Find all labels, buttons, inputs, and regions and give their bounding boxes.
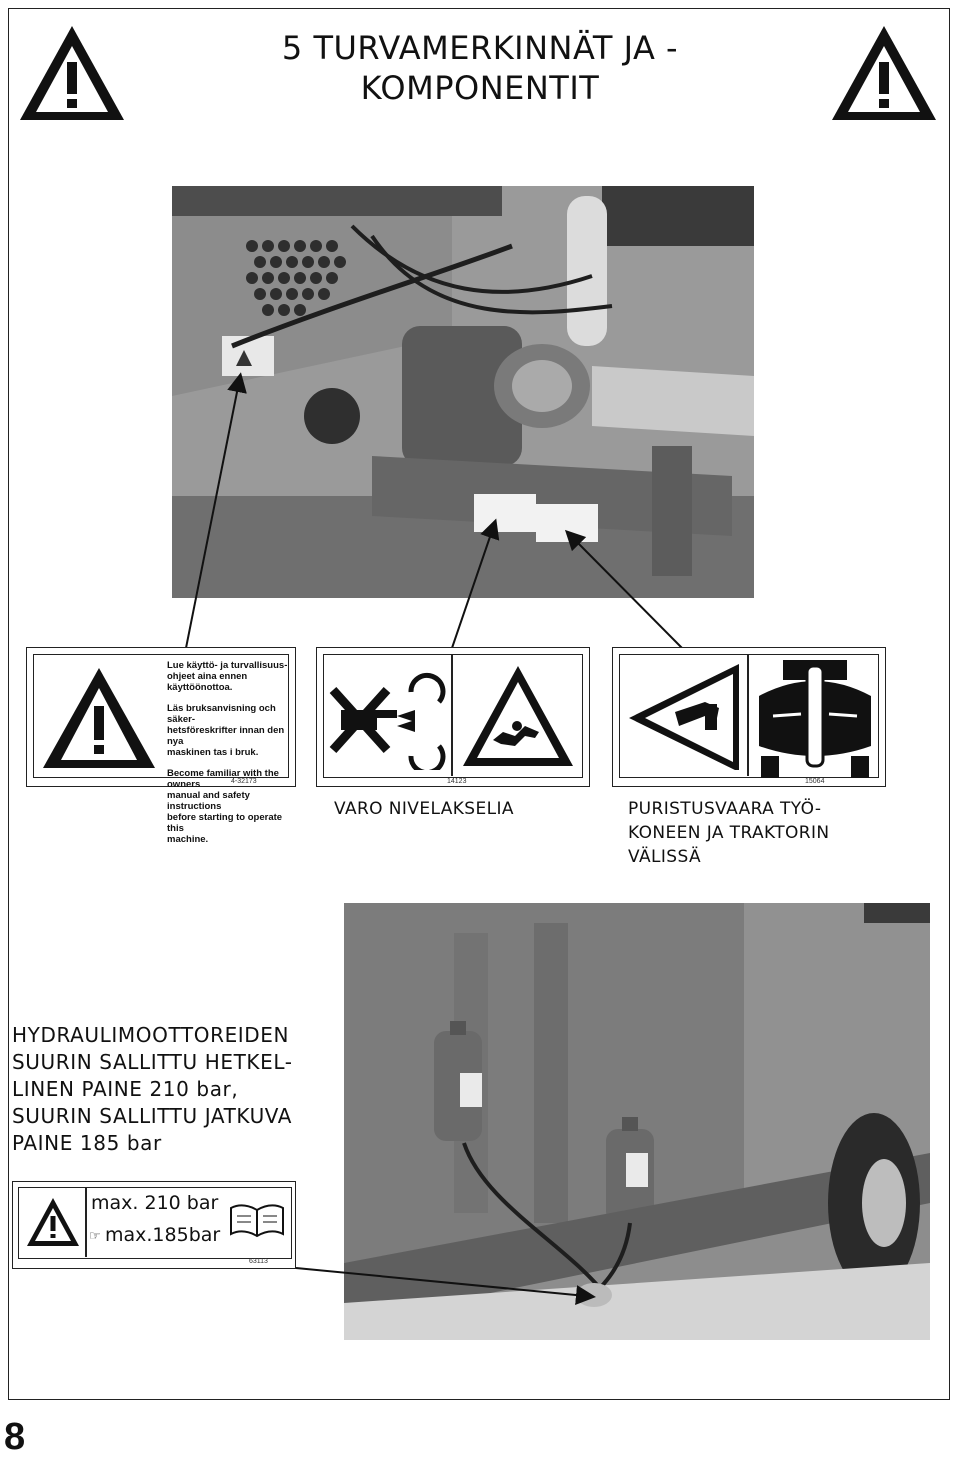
pto-caption: VARO NIVELAKSELIA (334, 799, 514, 819)
manual-sv-line-3: maskinen tas i bruk. (167, 747, 259, 758)
title-line-1: 5 TURVAMERKINNÄT JA - (281, 29, 679, 67)
manual-decal (26, 647, 296, 845)
hydraulic-line-1: HYDRAULIMOOTTOREIDEN (12, 1023, 290, 1047)
manual-fi-line-1: Lue käyttö- ja turvallisuus- (167, 660, 288, 671)
hydraulic-line-3: LINEN PAINE 210 bar, (12, 1077, 239, 1101)
tractor-crush-icon (753, 656, 877, 780)
open-book-icon (227, 1198, 287, 1238)
hydraulic-line-2: SUURIN SALLITTU HETKEL- (12, 1050, 293, 1074)
page-number: 8 (4, 1416, 26, 1458)
hydraulic-line-4: SUURIN SALLITTU JATKUVA (12, 1104, 293, 1128)
manual-fi-line-2: ohjeet aina ennen käyttöönottoa. (167, 671, 248, 693)
crush-caption-line-3: VÄLISSÄ (628, 847, 701, 867)
manual-en-line-1: Become familiar with the owners (167, 768, 279, 790)
hydraulic-pressure-text (12, 1022, 293, 1157)
pto-shaft-decal (316, 647, 590, 787)
manual-en-line-4: machine. (167, 834, 209, 845)
pointer-arrows (0, 0, 960, 700)
title-line-2: KOMPONENTIT (360, 69, 600, 107)
decal-code: 4-32173 (231, 778, 257, 785)
warning-triangle-icon (25, 1196, 81, 1248)
decal-code: 14123 (447, 778, 467, 785)
crush-caption-line-2: KONEEN JA TRAKTORIN (628, 823, 830, 843)
pressure-pointer-arrow (0, 1250, 960, 1310)
decal-code: 15064 (805, 778, 825, 785)
entanglement-warning-icon (459, 662, 577, 770)
manual-sv-line-1: Läs bruksanvisning och säker- (167, 703, 276, 725)
max-pressure-210: max. 210 bar (91, 1192, 219, 1214)
no-hand-icon (327, 660, 447, 770)
manual-en-line-3: before starting to operate this (167, 812, 283, 834)
manual-text (167, 660, 291, 845)
max-pressure-185: max.185bar (105, 1224, 221, 1246)
crush-caption-line-1: PURISTUSVAARA TYÖ- (628, 799, 822, 819)
crush-hazard-decal (612, 647, 886, 787)
crush-caption (628, 797, 830, 869)
manual-en-line-2: manual and safety instructions (167, 790, 250, 812)
crush-hand-icon (623, 660, 745, 770)
pointing-hand-icon: ☞ (89, 1228, 101, 1243)
manual-sv-line-2: hetsföreskrifter innan den nya (167, 725, 285, 747)
warning-triangle-icon (39, 664, 159, 772)
hydraulic-line-5: PAINE 185 bar (12, 1131, 162, 1155)
decal-code: 63113 (249, 1258, 268, 1265)
